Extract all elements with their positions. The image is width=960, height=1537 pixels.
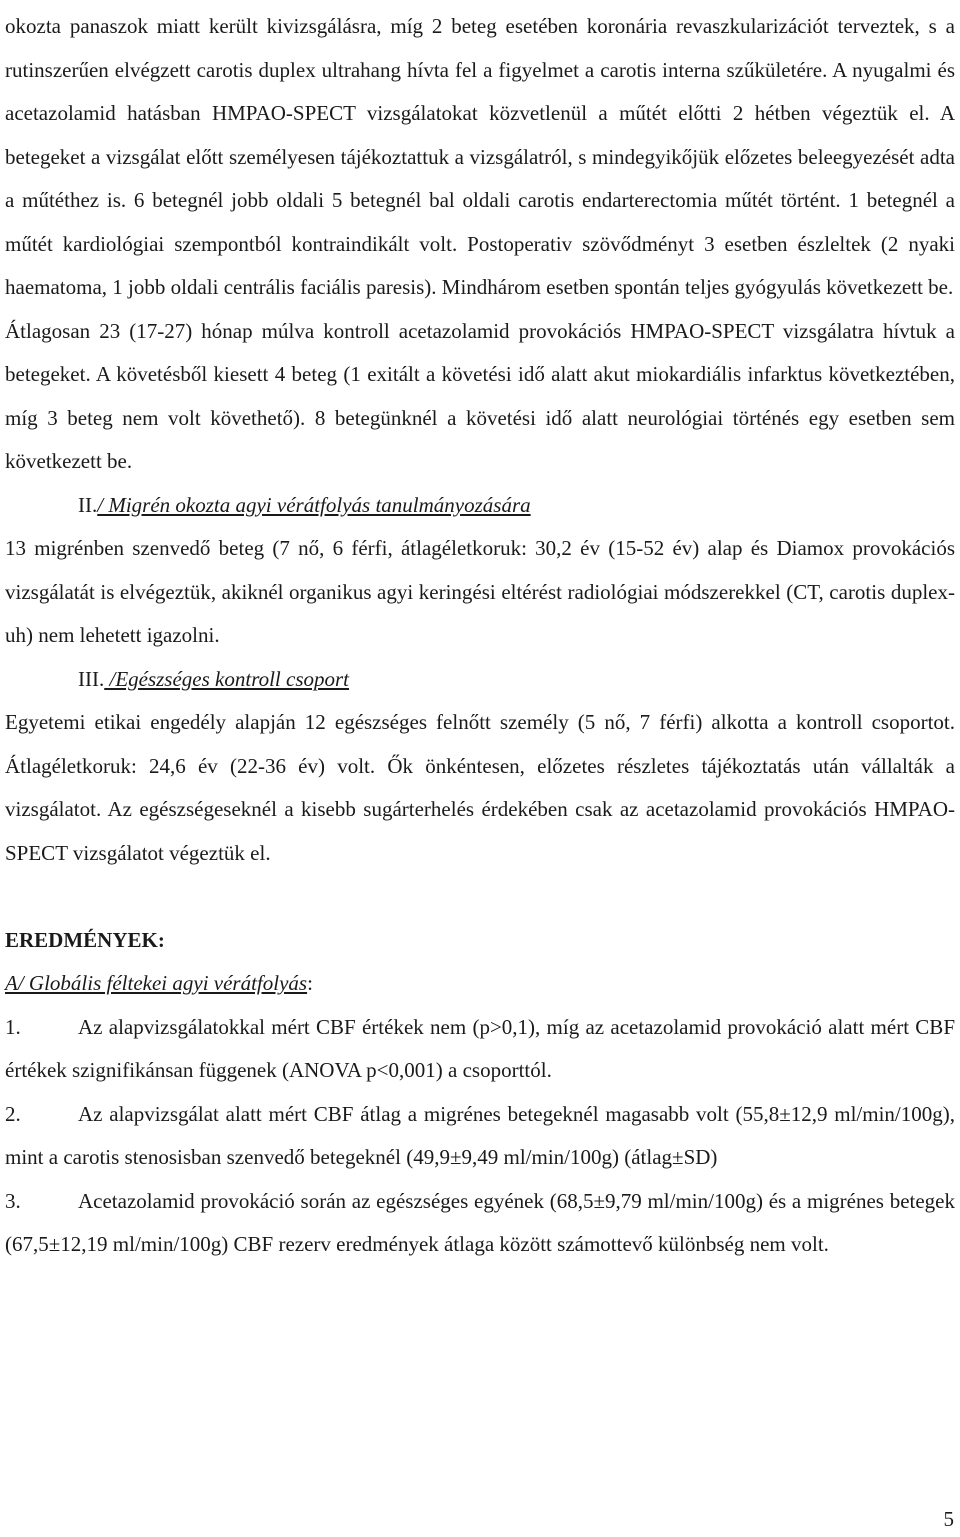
result-item-number: 1. bbox=[5, 1014, 21, 1039]
heading-number: III. bbox=[78, 666, 105, 691]
heading-number: II. bbox=[78, 492, 98, 517]
section-spacer bbox=[5, 875, 955, 919]
results-subtitle-colon: : bbox=[307, 971, 313, 995]
page-number: 5 bbox=[943, 1507, 954, 1531]
result-item bbox=[5, 1093, 955, 1180]
paragraph-control-group: Egyetemi etikai engedély alapján 12 egészséges felnőtt személy (5 nő, 7 férfi) alkotta a kontroll csoportot. Átlagéletkoruk: 24,6 év (22-36 év) volt. Ők önkéntesen, előzetes részletes tájékoztatás után vállalták a vizsgálatot. Az egészségeseknél a kisebb sugárterhelés érdekében csak az acetazolamid provokációs HMPAO-SPECT vizsgálatot végeztük el. bbox=[5, 710, 955, 865]
result-item-number: 2. bbox=[5, 1101, 21, 1126]
results-subtitle-text: A/ Globális féltekei agyi vérátfolyás bbox=[5, 971, 308, 995]
results-title: EREDMÉNYEK: bbox=[5, 927, 165, 952]
result-item bbox=[5, 1180, 955, 1267]
paragraph-patient-history: okozta panaszok miatt került kivizsgálásra, míg 2 beteg esetében koronária revaszkularizációt terveztek, s a rutinszerűen elvégzett carotis duplex ultrahang hívta fel a figyelmet a carotis interna szűkületére. A nyugalmi és acetazolamid hatásban HMPAO-SPECT vizsgálatokat közvetlenül a műtét előtti 2 hétben végeztük el. A betegeket a vizsgálat előtt személyesen tájékoztattuk a vizsgálatról, s mindegyikőjük előzetes beleegyezését adta a műtéthez is. 6 betegnél jobb oldali 5 betegnél bal oldali carotis endarterectomia műtét történt. 1 betegnél a műtét kardiológiai szempontból kontraindikált volt. Postoperativ szövődményt 3 esetben észleltek (2 nyaki haematoma, 1 jobb oldali centrális faciális paresis). Mindhárom esetben spontán teljes gyógyulás következett be. bbox=[5, 14, 955, 299]
heading-control-group bbox=[78, 658, 955, 702]
heading-text: / Migrén okozta agyi vérátfolyás tanulmányozására bbox=[97, 492, 531, 517]
paragraph-migraine-patients: 13 migrénben szenvedő beteg (7 nő, 6 férfi, átlagéletkoruk: 30,2 év (15-52 év) alap és Diamox provokációs vizsgálatát is elvégeztük, akiknél organikus agyi keringési eltérést radiológiai módszerekkel (CT, carotis duplex-uh) nem lehetett igazolni. bbox=[5, 536, 955, 647]
paragraph-follow-up: Átlagosan 23 (17-27) hónap múlva kontroll acetazolamid provokációs HMPAO-SPECT vizsgálatra hívtuk a betegeket. A követésből kiesett 4 beteg (1 exitált a követési idő alatt akut miokardiális infarktus következtében, míg 3 beteg nem volt követhető). 8 betegünknél a követési idő alatt neurológiai történés egy esetben sem következett be. bbox=[5, 318, 955, 473]
result-item-number: 3. bbox=[5, 1188, 21, 1213]
document-page bbox=[5, 5, 955, 1267]
result-item-text: Az alapvizsgálatokkal mért CBF értékek nem (p>0,1), míg az acetazolamid provokáció alatt mért CBF értékek szignifikánsan függenek (ANOVA p<0,001) a csoporttól. bbox=[5, 1014, 955, 1082]
heading-text: /Egészséges kontroll csoport bbox=[104, 666, 350, 691]
heading-migraine-group bbox=[78, 484, 955, 528]
results-subtitle bbox=[5, 962, 955, 1006]
result-item-text: Az alapvizsgálat alatt mért CBF átlag a migrénes betegeknél magasabb volt (55,8±12,9 ml/min/100g), mint a carotis stenosisban szenvedő betegeknél (49,9±9,49 ml/min/100g) (átlag±SD) bbox=[5, 1101, 955, 1169]
result-item bbox=[5, 1006, 955, 1093]
result-item-text: Acetazolamid provokáció során az egészséges egyének (68,5±9,79 ml/min/100g) és a migrénes betegek (67,5±12,19 ml/min/100g) CBF rezerv eredmények átlaga között számottevő különbség nem volt. bbox=[5, 1188, 955, 1256]
